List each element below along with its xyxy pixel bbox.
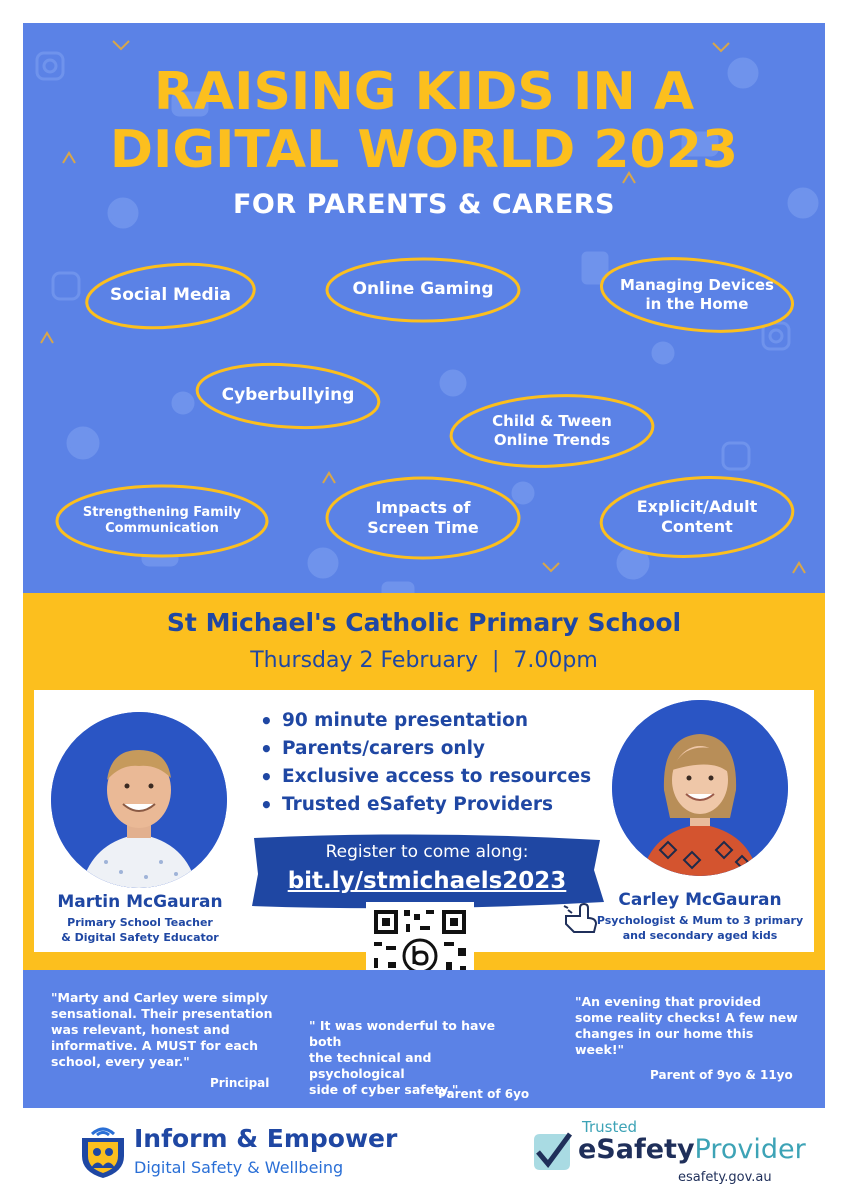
esafety-url: esafety.gov.au [678,1170,772,1185]
quote-line: "An evening that provided [575,994,762,1009]
quote-line: sensational. Their presentation [51,1006,273,1021]
event-when [23,648,825,673]
role-line: Psychologist & Mum to 3 primary [596,914,804,927]
quote-line: side of cyber safety." [309,1082,459,1097]
quote-line: informative. A MUST for each [51,1038,259,1053]
school-name: St Michael's Catholic Primary School [166,608,682,637]
topic-label: Online Gaming [352,279,494,300]
register-link[interactable]: bit.ly/stmichaels2023 [287,868,567,894]
feature-item: • Trusted eSafety Providers [258,791,591,819]
presenter-name-martin: Martin McGauran [57,892,223,912]
event-date: Thursday 2 February [250,648,478,673]
event-separator: | [491,648,500,673]
testimonial-parent-9-11yo [575,994,805,1058]
quote-line: was relevant, honest and [51,1022,230,1037]
topic-label: Screen Time [367,518,479,537]
topic-online-gaming [323,255,523,325]
esafety-wordmark [578,1134,806,1165]
topic-label: Social Media [110,285,231,306]
pointer-hand-icon [562,902,598,936]
topic-child-tween-trends [447,391,657,471]
presenter-photo-martin [51,712,227,888]
register-banner [248,832,606,912]
testimonial-attribution: Parent of 6yo [438,1087,530,1101]
topic-label: Communication [105,521,219,536]
event-band [23,593,825,688]
quote-line: changes in our home this [575,1026,754,1041]
feature-item: • 90 minute presentation [258,707,591,735]
esafety-trusted-label: Trusted [582,1118,638,1136]
hero-banner [23,23,825,593]
feature-item: • Parents/carers only [258,735,591,763]
topic-label: Child & Tween [492,412,612,431]
brand-tagline: Digital Safety & Wellbeing [134,1158,344,1177]
testimonial-attribution: Principal [210,1076,270,1090]
topic-family-communication [53,481,271,561]
topic-explicit-content [597,473,797,561]
topic-label: Strengthening Family [82,504,242,520]
provider-word: Provider [694,1134,806,1165]
poster-subtitle: FOR PARENTS & CARERS [232,189,615,220]
quote-line: "Marty and Carley were simply [51,990,268,1005]
presenter-photo-carley [612,700,788,876]
quote-line: the technical and psychological [309,1050,432,1081]
topic-label: in the Home [645,295,749,313]
role-line: Primary School Teacher [67,916,213,929]
testimonial-parent-6yo [309,1018,523,1098]
topic-cyberbullying [193,361,383,431]
feature-item: • Exclusive access to resources [258,763,591,791]
testimonials-band [23,970,825,1108]
presenter-role-carley [590,913,810,943]
event-time: 7.00pm [513,648,598,673]
brand-name: Inform & Empower [134,1124,398,1153]
topic-label: Online Trends [493,431,611,449]
quote-line: some reality checks! A few new [575,1010,798,1025]
quote-line: week!" [575,1042,625,1057]
esafety-word: eSafety [578,1134,695,1165]
poster-title-line1: RAISING KIDS IN A [153,62,695,122]
poster-title-line2: DIGITAL WORLD 2023 [109,120,739,180]
topic-label: Content [661,517,733,536]
register-prompt: Register to come along: [325,842,529,862]
topic-social-media [83,261,258,331]
role-line: & Digital Safety Educator [61,931,219,944]
topic-label: Cyberbullying [221,385,355,406]
topic-screen-time [323,473,523,563]
presenter-name-carley: Carley McGauran [618,890,782,910]
topic-managing-devices [597,255,797,335]
inform-empower-logo [78,1122,418,1182]
shield-icon [78,1122,128,1180]
topic-label: Managing Devices [620,276,774,295]
topic-label: Explicit/Adult [636,497,758,516]
topic-label: Impacts of [375,498,471,517]
role-line: and secondary aged kids [622,929,778,942]
presenter-role-martin [34,915,246,945]
feature-list [258,707,591,819]
quote-line: school, every year." [51,1054,190,1069]
esafety-provider-logo [530,1118,806,1188]
testimonial-principal [51,990,281,1070]
quote-line: " It was wonderful to have both [309,1018,496,1049]
testimonial-attribution: Parent of 9yo & 11yo [650,1068,793,1082]
checkmark-icon [530,1130,574,1176]
